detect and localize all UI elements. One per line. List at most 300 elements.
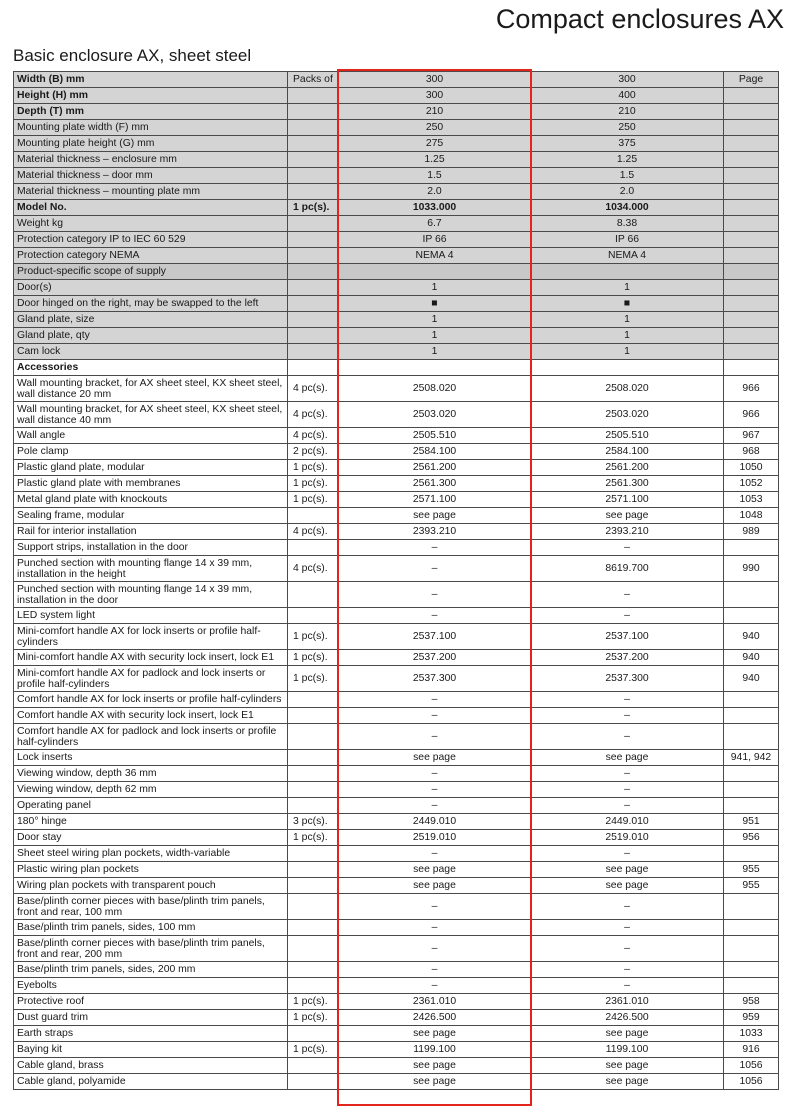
model-1034-cell: –	[531, 978, 724, 994]
item-label-cell: Base/plinth trim panels, sides, 200 mm	[14, 962, 288, 978]
pack-quantity-cell	[288, 264, 339, 280]
pack-quantity-cell	[288, 1058, 339, 1074]
model-1033-cell: –	[339, 540, 531, 556]
model-1033-cell: 250	[339, 120, 531, 136]
page-ref-cell: 959	[724, 1010, 779, 1026]
table-row	[14, 920, 779, 936]
page-ref-cell	[724, 344, 779, 360]
model-1034-cell: –	[531, 582, 724, 608]
item-label-cell: Comfort handle AX with security lock insert, lock E1	[14, 708, 288, 724]
model-1033-cell: 2503.020	[339, 402, 531, 428]
table-row	[14, 830, 779, 846]
page-ref-cell: 1033	[724, 1026, 779, 1042]
item-label-cell: Weight kg	[14, 216, 288, 232]
model-1033-cell: see page	[339, 862, 531, 878]
pack-quantity-cell	[288, 582, 339, 608]
item-label-cell: Model No.	[14, 200, 288, 216]
pack-quantity-cell	[288, 168, 339, 184]
model-1034-cell: see page	[531, 1026, 724, 1042]
page-ref-cell: 1053	[724, 492, 779, 508]
item-label-cell: Material thickness – enclosure mm	[14, 152, 288, 168]
model-1033-cell: 2505.510	[339, 428, 531, 444]
model-1033-cell: 300	[339, 88, 531, 104]
model-1034-cell	[531, 264, 724, 280]
model-1034-cell: 2508.020	[531, 376, 724, 402]
table-row	[14, 344, 779, 360]
table-row	[14, 460, 779, 476]
table-row	[14, 376, 779, 402]
page-ref-cell: 1056	[724, 1058, 779, 1074]
item-label-cell: Dust guard trim	[14, 1010, 288, 1026]
model-1033-cell: –	[339, 724, 531, 750]
model-1033-cell: –	[339, 936, 531, 962]
table-row	[14, 766, 779, 782]
model-1034-cell: –	[531, 782, 724, 798]
pack-quantity-cell: 1 pc(s).	[288, 830, 339, 846]
section-title: Basic enclosure AX, sheet steel	[13, 46, 252, 65]
model-1033-cell: NEMA 4	[339, 248, 531, 264]
pack-quantity-cell	[288, 248, 339, 264]
page-ref-cell	[724, 692, 779, 708]
pack-quantity-cell	[288, 692, 339, 708]
item-label-cell: Metal gland plate with knockouts	[14, 492, 288, 508]
table-row	[14, 1026, 779, 1042]
table-row	[14, 582, 779, 608]
pack-quantity-cell	[288, 184, 339, 200]
item-label-cell: Pole clamp	[14, 444, 288, 460]
pack-quantity-cell	[288, 920, 339, 936]
model-1033-cell: –	[339, 978, 531, 994]
model-1033-cell: –	[339, 798, 531, 814]
table-row	[14, 814, 779, 830]
pack-quantity-cell	[288, 708, 339, 724]
item-label-cell: Protection category IP to IEC 60 529	[14, 232, 288, 248]
page-ref-cell	[724, 248, 779, 264]
model-1033-cell: 2508.020	[339, 376, 531, 402]
model-1034-cell: –	[531, 608, 724, 624]
page-ref-cell	[724, 280, 779, 296]
table-row	[14, 402, 779, 428]
model-1033-cell: 1.5	[339, 168, 531, 184]
page-ref-cell	[724, 608, 779, 624]
table-row	[14, 136, 779, 152]
model-1034-cell: –	[531, 798, 724, 814]
item-label-cell: Plastic wiring plan pockets	[14, 862, 288, 878]
pack-quantity-cell: 1 pc(s).	[288, 200, 339, 216]
pack-quantity-cell	[288, 136, 339, 152]
item-label-cell: Product-specific scope of supply	[14, 264, 288, 280]
table-row	[14, 1010, 779, 1026]
pack-quantity-cell	[288, 344, 339, 360]
page-ref-cell: 955	[724, 878, 779, 894]
item-label-cell: Material thickness – door mm	[14, 168, 288, 184]
table-row	[14, 184, 779, 200]
table-row	[14, 360, 779, 376]
model-1034-cell: 210	[531, 104, 724, 120]
page-ref-cell	[724, 920, 779, 936]
model-1034-cell: –	[531, 708, 724, 724]
model-1033-cell: –	[339, 556, 531, 582]
page-ref-cell	[724, 312, 779, 328]
item-label-cell: Gland plate, size	[14, 312, 288, 328]
model-1033-cell: 2584.100	[339, 444, 531, 460]
pack-quantity-cell: 1 pc(s).	[288, 460, 339, 476]
model-1034-cell: 2561.300	[531, 476, 724, 492]
model-1033-cell: 1	[339, 280, 531, 296]
model-1034-cell: see page	[531, 862, 724, 878]
table-row	[14, 878, 779, 894]
model-1033-cell: 2393.210	[339, 524, 531, 540]
table-row	[14, 152, 779, 168]
model-1034-cell: 2.0	[531, 184, 724, 200]
pack-quantity-cell	[288, 798, 339, 814]
model-1033-cell: 2519.010	[339, 830, 531, 846]
pack-quantity-cell: 4 pc(s).	[288, 402, 339, 428]
pack-quantity-cell: 1 pc(s).	[288, 492, 339, 508]
pack-quantity-cell: 4 pc(s).	[288, 428, 339, 444]
model-1034-cell: 2561.200	[531, 460, 724, 476]
pack-quantity-cell	[288, 608, 339, 624]
table-row	[14, 312, 779, 328]
pack-quantity-cell: 1 pc(s).	[288, 1042, 339, 1058]
item-label-cell: Material thickness – mounting plate mm	[14, 184, 288, 200]
table-row	[14, 264, 779, 280]
page-ref-cell: 940	[724, 650, 779, 666]
model-1034-cell: 1	[531, 328, 724, 344]
model-1034-cell: –	[531, 962, 724, 978]
table-row	[14, 894, 779, 920]
model-1034-cell: NEMA 4	[531, 248, 724, 264]
model-1033-cell: see page	[339, 1058, 531, 1074]
model-1033-cell: 6.7	[339, 216, 531, 232]
table-row	[14, 650, 779, 666]
table-row	[14, 750, 779, 766]
pack-quantity-cell	[288, 216, 339, 232]
model-1033-cell: see page	[339, 750, 531, 766]
table-row	[14, 962, 779, 978]
page-ref-cell	[724, 152, 779, 168]
model-1034-cell: IP 66	[531, 232, 724, 248]
model-1034-cell: 2571.100	[531, 492, 724, 508]
page-ref-cell	[724, 798, 779, 814]
model-1034-cell: ■	[531, 296, 724, 312]
item-label-cell: Earth straps	[14, 1026, 288, 1042]
model-1034-cell: 2503.020	[531, 402, 724, 428]
model-1033-cell: 210	[339, 104, 531, 120]
pack-quantity-cell: 1 pc(s).	[288, 1010, 339, 1026]
page-ref-cell: 968	[724, 444, 779, 460]
item-label-cell: Mini-comfort handle AX for lock inserts or profile half-cylinders	[14, 624, 288, 650]
model-1033-cell: 275	[339, 136, 531, 152]
table-row	[14, 724, 779, 750]
item-label-cell: Mounting plate width (F) mm	[14, 120, 288, 136]
table-row	[14, 72, 779, 88]
model-1033-cell: 1199.100	[339, 1042, 531, 1058]
item-label-cell: Comfort handle AX for lock inserts or profile half-cylinders	[14, 692, 288, 708]
table-row	[14, 798, 779, 814]
pack-quantity-cell	[288, 360, 339, 376]
page-ref-cell	[724, 978, 779, 994]
page-ref-cell	[724, 232, 779, 248]
model-1034-cell: 8619.700	[531, 556, 724, 582]
page-ref-cell: 967	[724, 428, 779, 444]
model-1034-cell: 1.5	[531, 168, 724, 184]
model-1034-cell: 2584.100	[531, 444, 724, 460]
item-label-cell: Cable gland, brass	[14, 1058, 288, 1074]
model-1033-cell: see page	[339, 1074, 531, 1090]
model-1034-cell: 1199.100	[531, 1042, 724, 1058]
pack-quantity-cell: Packs of	[288, 72, 339, 88]
pack-quantity-cell	[288, 782, 339, 798]
table-row	[14, 666, 779, 692]
pack-quantity-cell: 1 pc(s).	[288, 476, 339, 492]
model-1034-cell: see page	[531, 750, 724, 766]
model-1034-cell: 2537.100	[531, 624, 724, 650]
page-title: Compact enclosures AX	[495, 4, 784, 34]
model-1034-cell: –	[531, 724, 724, 750]
model-1034-cell: 250	[531, 120, 724, 136]
table-row	[14, 1042, 779, 1058]
pack-quantity-cell	[288, 724, 339, 750]
table-row	[14, 608, 779, 624]
model-1034-cell: 2449.010	[531, 814, 724, 830]
item-label-cell: Cam lock	[14, 344, 288, 360]
model-1033-cell: 300	[339, 72, 531, 88]
page-ref-cell	[724, 846, 779, 862]
model-1033-cell: –	[339, 962, 531, 978]
item-label-cell: Depth (T) mm	[14, 104, 288, 120]
item-label-cell: Baying kit	[14, 1042, 288, 1058]
item-label-cell: Sheet steel wiring plan pockets, width-variable	[14, 846, 288, 862]
item-label-cell: Wiring plan pockets with transparent pouch	[14, 878, 288, 894]
model-1033-cell: 1	[339, 312, 531, 328]
page-ref-cell	[724, 724, 779, 750]
pack-quantity-cell	[288, 540, 339, 556]
table-row	[14, 782, 779, 798]
pack-quantity-cell	[288, 846, 339, 862]
pack-quantity-cell	[288, 88, 339, 104]
model-1034-cell: see page	[531, 1058, 724, 1074]
model-1033-cell: see page	[339, 1026, 531, 1042]
page-ref-cell	[724, 200, 779, 216]
table-row	[14, 296, 779, 312]
page-ref-cell	[724, 136, 779, 152]
page-ref-cell: 1056	[724, 1074, 779, 1090]
pack-quantity-cell	[288, 280, 339, 296]
pack-quantity-cell: 3 pc(s).	[288, 814, 339, 830]
table-row	[14, 936, 779, 962]
page-ref-cell	[724, 894, 779, 920]
model-1034-cell: –	[531, 692, 724, 708]
pack-quantity-cell: 1 pc(s).	[288, 624, 339, 650]
model-1033-cell: –	[339, 846, 531, 862]
model-1033-cell	[339, 360, 531, 376]
table-row	[14, 232, 779, 248]
pack-quantity-cell: 2 pc(s).	[288, 444, 339, 460]
item-label-cell: Plastic gland plate with membranes	[14, 476, 288, 492]
item-label-cell: Gland plate, qty	[14, 328, 288, 344]
item-label-cell: Door hinged on the right, may be swapped to the left	[14, 296, 288, 312]
page-ref-cell	[724, 88, 779, 104]
page-ref-cell	[724, 184, 779, 200]
model-1034-cell: 1	[531, 344, 724, 360]
model-1033-cell: 2426.500	[339, 1010, 531, 1026]
pack-quantity-cell	[288, 328, 339, 344]
page-ref-cell	[724, 766, 779, 782]
model-1033-cell: –	[339, 920, 531, 936]
model-1033-cell: 2361.010	[339, 994, 531, 1010]
table-row	[14, 846, 779, 862]
pack-quantity-cell	[288, 1074, 339, 1090]
item-label-cell: Accessories	[14, 360, 288, 376]
model-1033-cell: 2537.300	[339, 666, 531, 692]
item-label-cell: Cable gland, polyamide	[14, 1074, 288, 1090]
item-label-cell: Protective roof	[14, 994, 288, 1010]
item-label-cell: Eyebolts	[14, 978, 288, 994]
pack-quantity-cell	[288, 978, 339, 994]
table-row	[14, 120, 779, 136]
model-1034-cell: 1	[531, 280, 724, 296]
table-row	[14, 708, 779, 724]
model-1033-cell: –	[339, 894, 531, 920]
item-label-cell: Base/plinth corner pieces with base/plinth trim panels, front and rear, 200 mm	[14, 936, 288, 962]
page-ref-cell: 1048	[724, 508, 779, 524]
page-ref-cell: 951	[724, 814, 779, 830]
table-row	[14, 248, 779, 264]
pack-quantity-cell: 4 pc(s).	[288, 376, 339, 402]
model-1034-cell: –	[531, 894, 724, 920]
page-ref-cell: 941, 942	[724, 750, 779, 766]
model-1034-cell: –	[531, 540, 724, 556]
model-1034-cell: 400	[531, 88, 724, 104]
model-1033-cell: 2537.200	[339, 650, 531, 666]
model-1034-cell: see page	[531, 508, 724, 524]
page-ref-cell	[724, 120, 779, 136]
model-1033-cell: 2537.100	[339, 624, 531, 650]
table-row	[14, 524, 779, 540]
model-1033-cell: see page	[339, 878, 531, 894]
item-label-cell: Comfort handle AX for padlock and lock inserts or profile half-cylinders	[14, 724, 288, 750]
model-1034-cell: –	[531, 936, 724, 962]
table-row	[14, 168, 779, 184]
table-row	[14, 978, 779, 994]
model-1033-cell: see page	[339, 508, 531, 524]
page-ref-cell	[724, 936, 779, 962]
model-1033-cell: –	[339, 766, 531, 782]
table-row	[14, 540, 779, 556]
item-label-cell: Punched section with mounting flange 14 x 39 mm, installation in the height	[14, 556, 288, 582]
item-label-cell: Punched section with mounting flange 14 x 39 mm, installation in the door	[14, 582, 288, 608]
page-ref-cell	[724, 104, 779, 120]
page-ref-cell: 990	[724, 556, 779, 582]
model-1034-cell: –	[531, 920, 724, 936]
table-row	[14, 200, 779, 216]
item-label-cell: 180° hinge	[14, 814, 288, 830]
item-label-cell: Door(s)	[14, 280, 288, 296]
item-label-cell: Viewing window, depth 36 mm	[14, 766, 288, 782]
pack-quantity-cell	[288, 894, 339, 920]
item-label-cell: Wall angle	[14, 428, 288, 444]
model-1034-cell: 2393.210	[531, 524, 724, 540]
model-1033-cell: 2.0	[339, 184, 531, 200]
model-1033-cell: 1033.000	[339, 200, 531, 216]
table-row	[14, 508, 779, 524]
spec-table	[13, 71, 779, 1090]
item-label-cell: Sealing frame, modular	[14, 508, 288, 524]
pack-quantity-cell	[288, 296, 339, 312]
model-1033-cell	[339, 264, 531, 280]
item-label-cell: Rail for interior installation	[14, 524, 288, 540]
model-1034-cell	[531, 360, 724, 376]
model-1034-cell: 2537.200	[531, 650, 724, 666]
model-1033-cell: IP 66	[339, 232, 531, 248]
item-label-cell: Operating panel	[14, 798, 288, 814]
model-1034-cell: –	[531, 766, 724, 782]
table-row	[14, 88, 779, 104]
model-1034-cell: see page	[531, 1074, 724, 1090]
page-ref-cell: 966	[724, 376, 779, 402]
page-ref-cell: 989	[724, 524, 779, 540]
pack-quantity-cell: 4 pc(s).	[288, 556, 339, 582]
item-label-cell: Base/plinth trim panels, sides, 100 mm	[14, 920, 288, 936]
table-row	[14, 280, 779, 296]
page-ref-cell	[724, 962, 779, 978]
model-1033-cell: –	[339, 582, 531, 608]
item-label-cell: Protection category NEMA	[14, 248, 288, 264]
page-ref-cell	[724, 360, 779, 376]
item-label-cell: Door stay	[14, 830, 288, 846]
page-ref-cell	[724, 296, 779, 312]
page-ref-cell	[724, 782, 779, 798]
item-label-cell: Viewing window, depth 62 mm	[14, 782, 288, 798]
table-row	[14, 444, 779, 460]
model-1033-cell: ■	[339, 296, 531, 312]
item-label-cell: Support strips, installation in the door	[14, 540, 288, 556]
page-ref-cell: 1050	[724, 460, 779, 476]
page-ref-cell: 940	[724, 624, 779, 650]
model-1034-cell: 2361.010	[531, 994, 724, 1010]
page-ref-cell: 955	[724, 862, 779, 878]
model-1033-cell: –	[339, 608, 531, 624]
page-ref-cell: 958	[724, 994, 779, 1010]
table-row	[14, 994, 779, 1010]
table-row	[14, 862, 779, 878]
table-row	[14, 476, 779, 492]
pack-quantity-cell: 1 pc(s).	[288, 650, 339, 666]
pack-quantity-cell	[288, 508, 339, 524]
page-ref-cell	[724, 582, 779, 608]
item-label-cell: Mini-comfort handle AX for padlock and lock inserts or profile half-cylinders	[14, 666, 288, 692]
model-1033-cell: 1	[339, 344, 531, 360]
table-row	[14, 692, 779, 708]
table-row	[14, 624, 779, 650]
model-1033-cell: –	[339, 692, 531, 708]
model-1034-cell: 2505.510	[531, 428, 724, 444]
pack-quantity-cell	[288, 750, 339, 766]
pack-quantity-cell	[288, 120, 339, 136]
table-row	[14, 1074, 779, 1090]
item-label-cell: Base/plinth corner pieces with base/plinth trim panels, front and rear, 100 mm	[14, 894, 288, 920]
pack-quantity-cell: 4 pc(s).	[288, 524, 339, 540]
item-label-cell: Plastic gland plate, modular	[14, 460, 288, 476]
model-1033-cell: –	[339, 708, 531, 724]
model-1034-cell: 8.38	[531, 216, 724, 232]
item-label-cell: LED system light	[14, 608, 288, 624]
model-1034-cell: 2519.010	[531, 830, 724, 846]
model-1034-cell: 300	[531, 72, 724, 88]
model-1033-cell: 2449.010	[339, 814, 531, 830]
item-label-cell: Wall mounting bracket, for AX sheet steel, KX sheet steel, wall distance 40 mm	[14, 402, 288, 428]
